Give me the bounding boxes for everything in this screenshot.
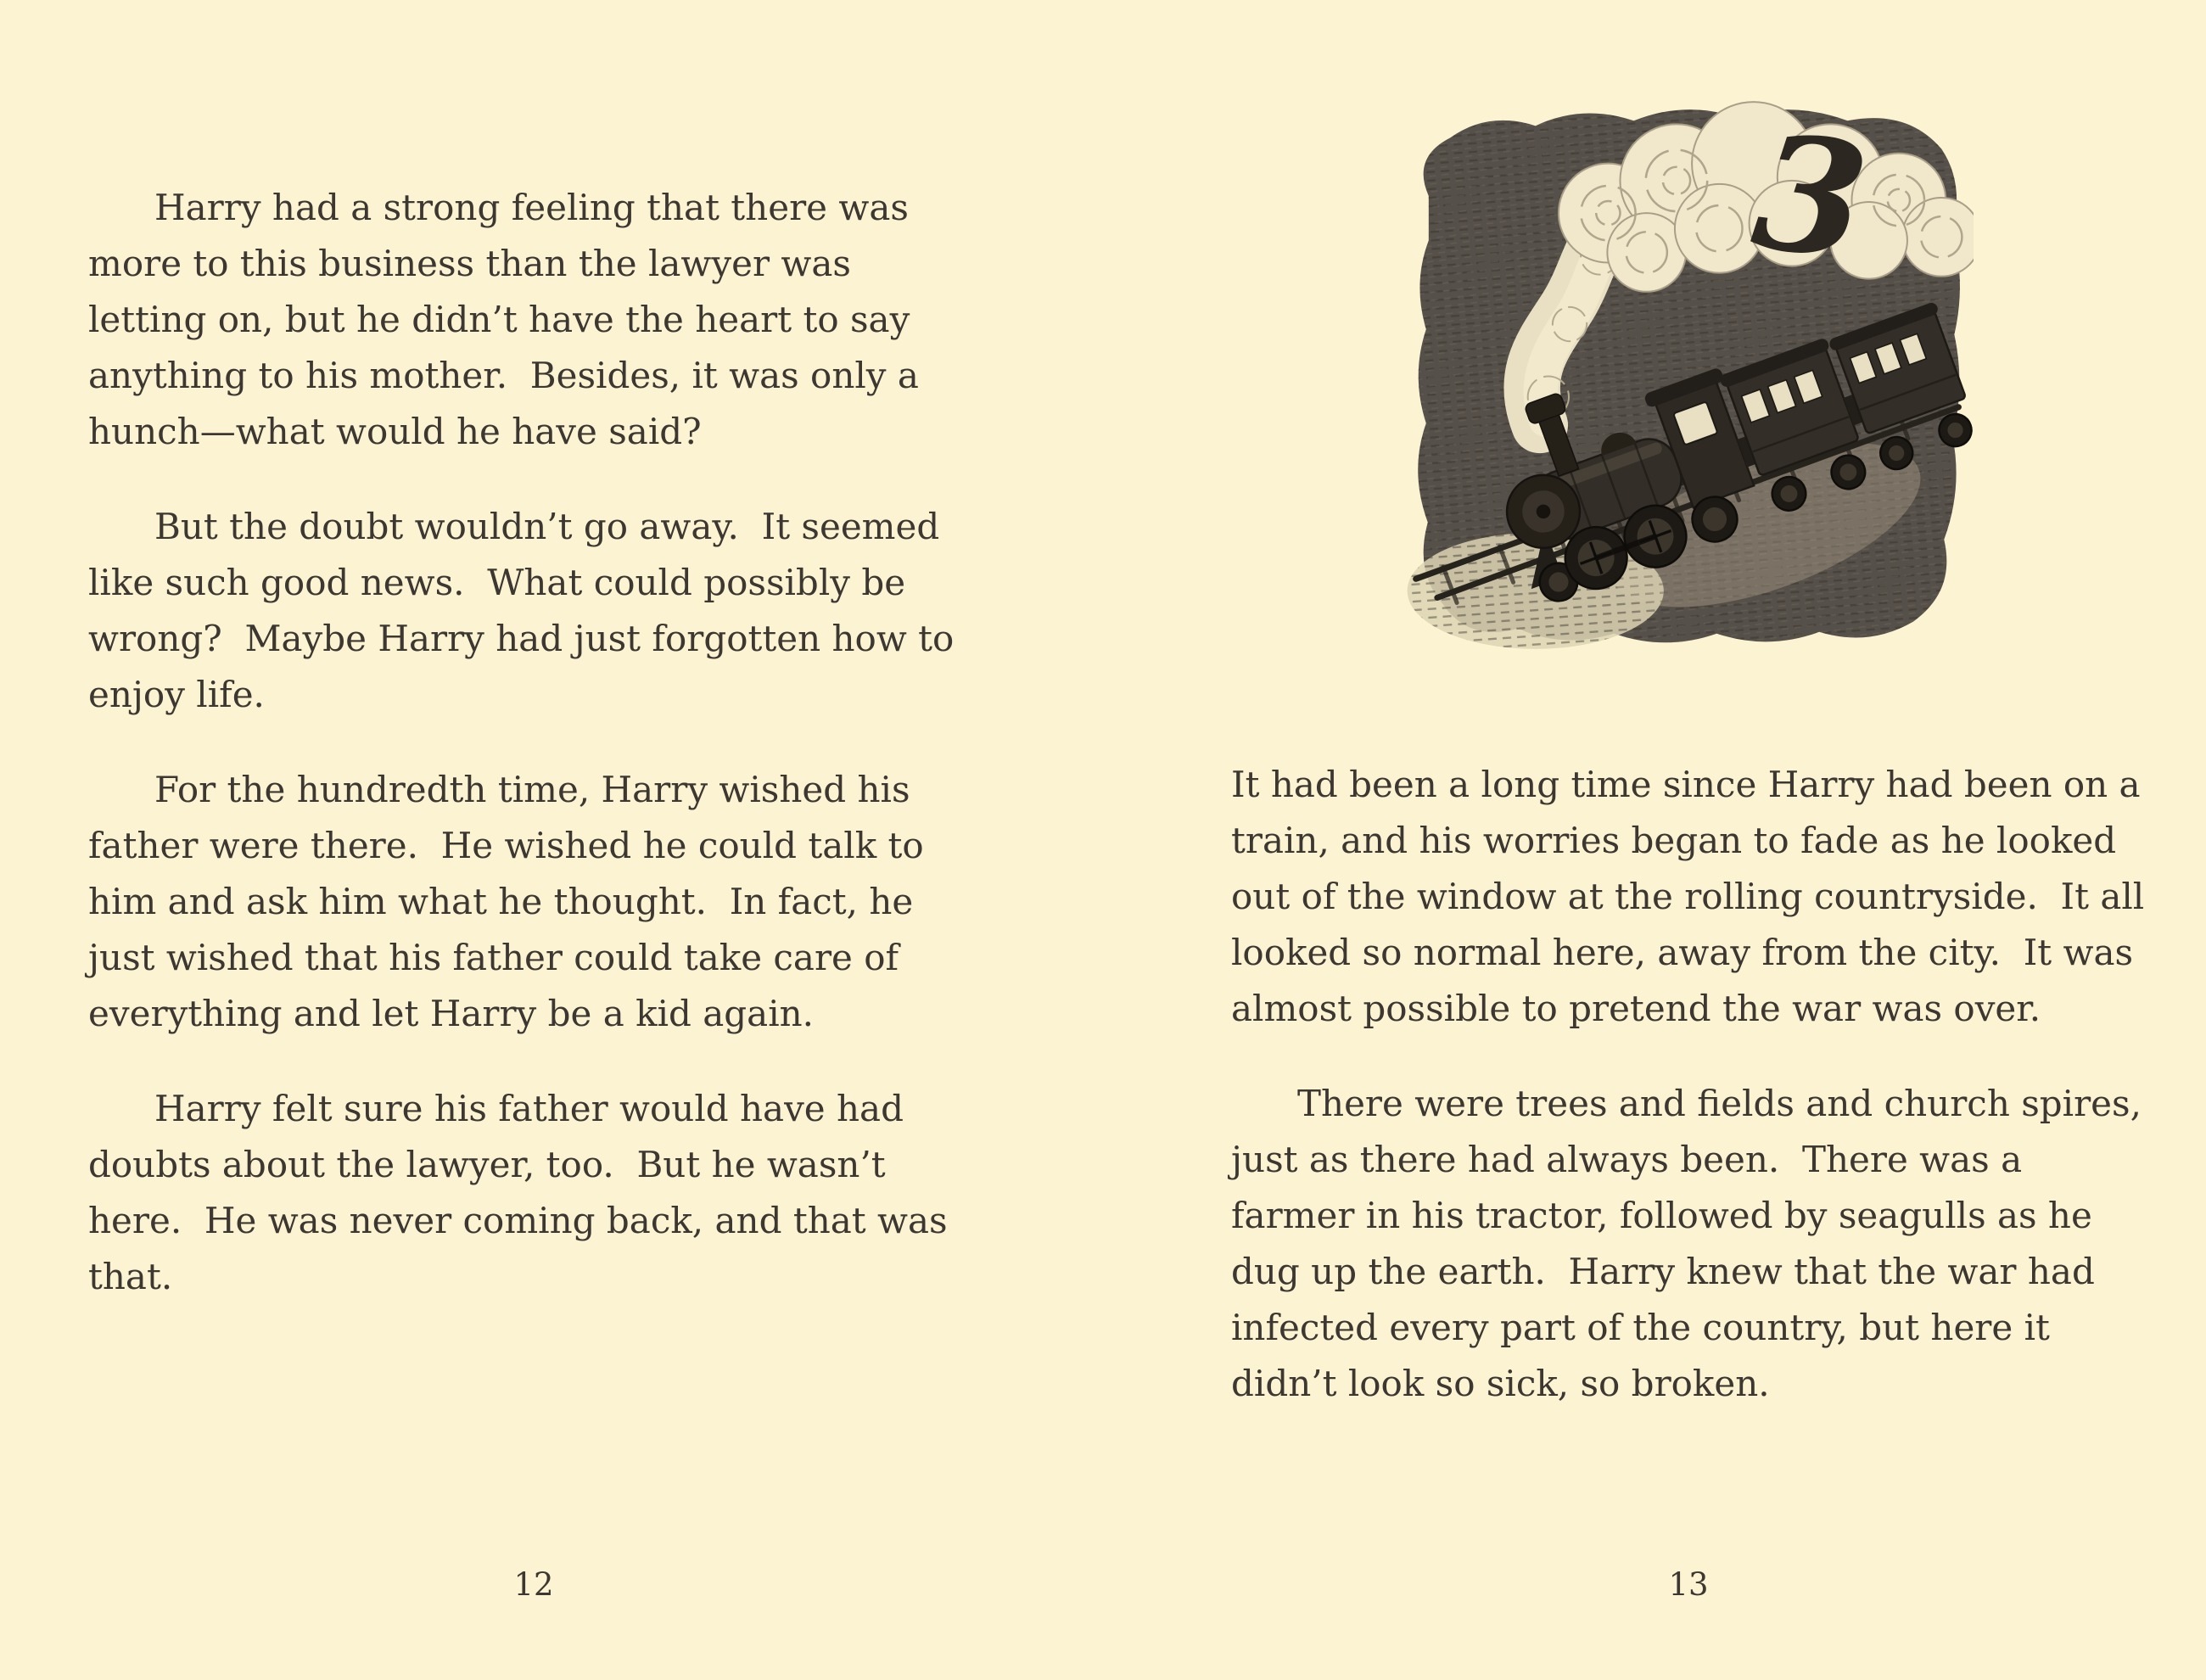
paragraph: Harry had a strong feeling that there was more to this business than the lawyer was letting on, but he didn’t have the heart to say anything to his mother. Besides, it was only a hunch—what would he have said? bbox=[88, 187, 931, 452]
paragraph: But the doubt wouldn’t go away. It seemed like such good news. What could possibly be wrong? Maybe Harry had just forgotten how to enjoy life. bbox=[88, 506, 966, 715]
paragraph: For the hundredth time, Harry wished his father were there. He wished he could talk to him and ask him what he thought. In fact, he just wished that his father could take care of everything and let Harry be a kid again. bbox=[88, 769, 936, 1034]
page-right bbox=[1103, 0, 2206, 1680]
page-right-text bbox=[1231, 757, 2156, 1412]
paragraph: There were trees and fields and church spires, just as there had always been. There was a farmer in his tractor, followed by seagulls as he dug up the earth. Harry knew that the war had infected every part of the country, but here it didn’t look so sick, so broken. bbox=[1231, 1083, 2153, 1404]
chapter-number: 3 bbox=[1744, 98, 1877, 296]
chapter-illustration bbox=[1388, 85, 1974, 666]
page-left-text bbox=[88, 180, 979, 1305]
paragraph: Harry felt sure his father would have had doubts about the lawyer, too. But he wasn’t here. He was never coming back, and that was that. bbox=[88, 1088, 959, 1297]
page-number-left: 12 bbox=[513, 1566, 554, 1603]
paragraph: It had been a long time since Harry had been on a train, and his worries began to fade as he looked out of the window at the rolling countryside. It all looked so normal here, away from the city. It was almost possible to pretend the war was over. bbox=[1231, 764, 2156, 1029]
page-number-right: 13 bbox=[1668, 1566, 1709, 1603]
